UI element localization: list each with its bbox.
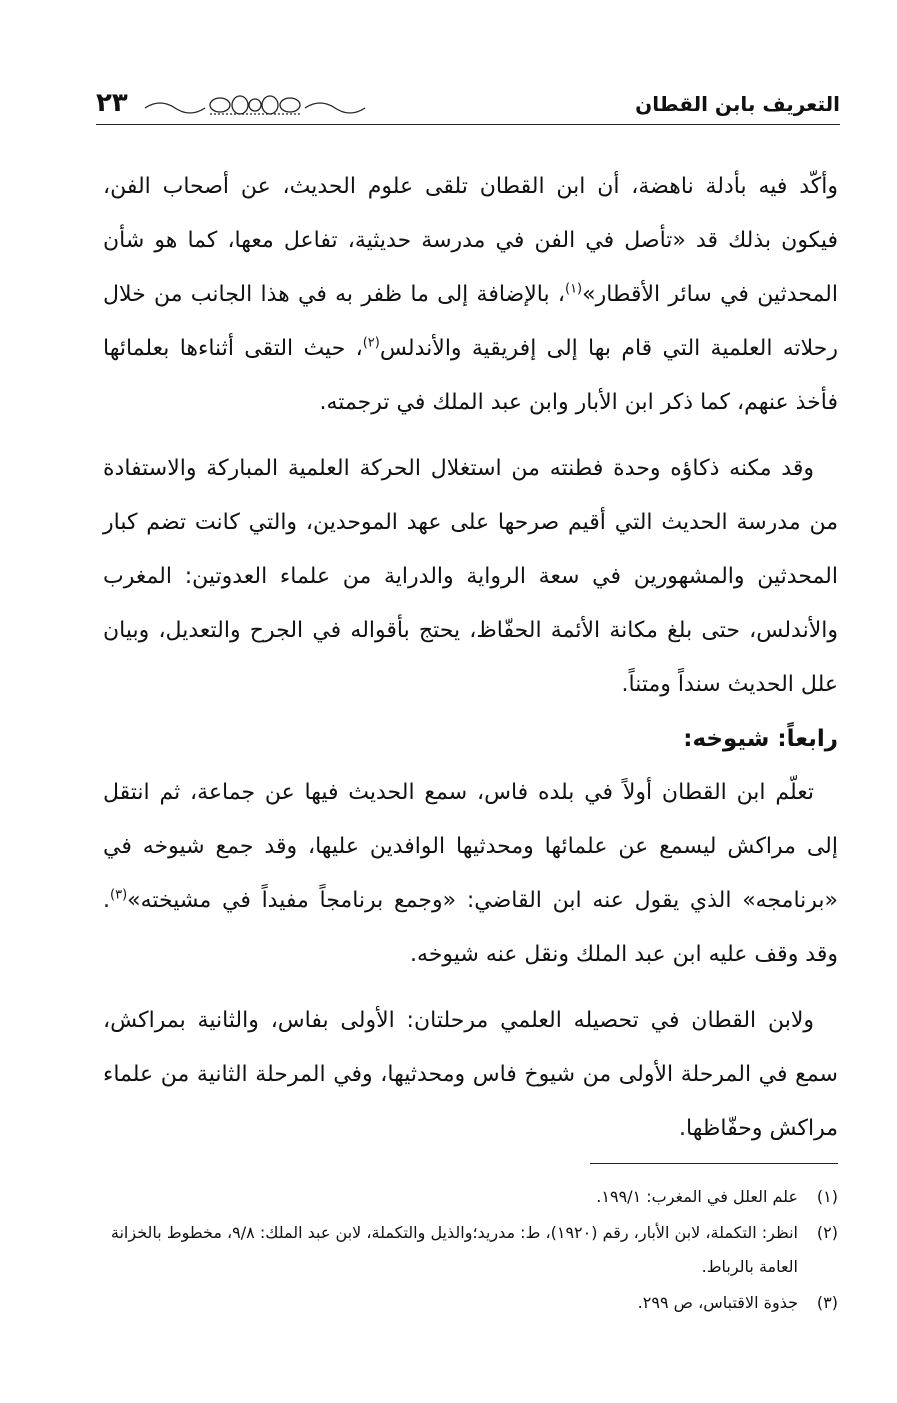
- floral-ornament-icon: [140, 90, 370, 120]
- paragraph-2: وقد مكنه ذكاؤه وحدة فطنته من استغلال الحركة العلمية المباركة والاستفادة من مدرسة الحديث التي أقيم صرحها على عهد الموحدين، والتي كانت تضم كبار المحدثين والمشهورين في سعة الرواية والدراية من علماء العدوتين: المغرب والأندلس، حتى بلغ مكانة الأئمة الحفّاظ، يحتج بأقواله في الجرح والتعديل، وبيان علل الحديث سنداً ومتناً.: [103, 456, 838, 697]
- footnotes: [96, 1180, 838, 1322]
- footnote-text: جذوة الاقتباس، ص ٢٩٩.: [637, 1293, 798, 1312]
- footnote-number: (٢): [816, 1223, 838, 1242]
- page-number: ٢٣: [96, 88, 128, 118]
- paragraph-4: ولابن القطان في تحصيله العلمي مرحلتان: الأولى بفاس، والثانية بمراكش، سمع في المرحلة الأولى من شيوخ فاس ومحدثيها، وفي المرحلة الثانية من علماء مراكش وحفّاظها.: [103, 1008, 838, 1141]
- footnote-text: علم العلل في المغرب: ١٩٩/١.: [596, 1187, 798, 1206]
- main-text: [103, 160, 838, 1156]
- header-rule: [96, 124, 840, 125]
- footnote-1: [96, 1180, 838, 1214]
- footnote-text: انظر: التكملة، لابن الأبار، رقم (١٩٢٠)، ط: مدريد؛والذيل والتكملة، لابن عبد الملك: ٩/٨، مخطوط بالخزانة العامة بالرباط.: [110, 1223, 798, 1276]
- paragraph-1: وأكّد فيه بأدلة ناهضة، أن ابن القطان تلقى علوم الحديث، عن أصحاب الفن، فيكون بذلك قد «تأصل في الفن في مدرسة حديثية، تفاعل معها، كما هو شأن المحدثين في سائر الأقطار»$^{(١)}$، بالإضافة إلى ما ظفر به في هذا الجانب من خلال رحلاته العلمية التي قام بها إلى إفريقية والأندلس$^{(٢)}$، حيث التقى أثناءها بعلمائها فأخذ عنهم، كما ذكر ابن الأبار وابن عبد الملك في ترجمته.: [103, 174, 838, 415]
- running-header: [96, 84, 840, 124]
- paragraph-3: تعلّم ابن القطان أولاً في بلده فاس، سمع الحديث فيها عن جماعة، ثم انتقل إلى مراكش ليسمع عن علمائها ومحدثيها الوافدين عليها، وقد جمع شيوخه في «برنامجه» الذي يقول عنه ابن القاضي: «وجمع برنامجاً مفيداً في مشيخته»$^{(٣)}$. وقد وقف عليه ابن عبد الملك ونقل عنه شيوخه.: [103, 780, 838, 967]
- footnote-number: (٣): [816, 1293, 838, 1312]
- footnote-2: [96, 1216, 838, 1284]
- footnote-3: [96, 1286, 838, 1320]
- footnote-number: (١): [816, 1187, 838, 1206]
- section-heading: رابعاً: شيوخه:: [683, 726, 838, 752]
- footnote-ref-3: (٣): [110, 887, 128, 903]
- footnote-ref-2: (٢): [362, 335, 380, 351]
- footnote-ref-1: (١): [564, 281, 583, 297]
- footnote-rule: [590, 1163, 838, 1164]
- running-title: التعريف بابن القطان: [635, 92, 840, 116]
